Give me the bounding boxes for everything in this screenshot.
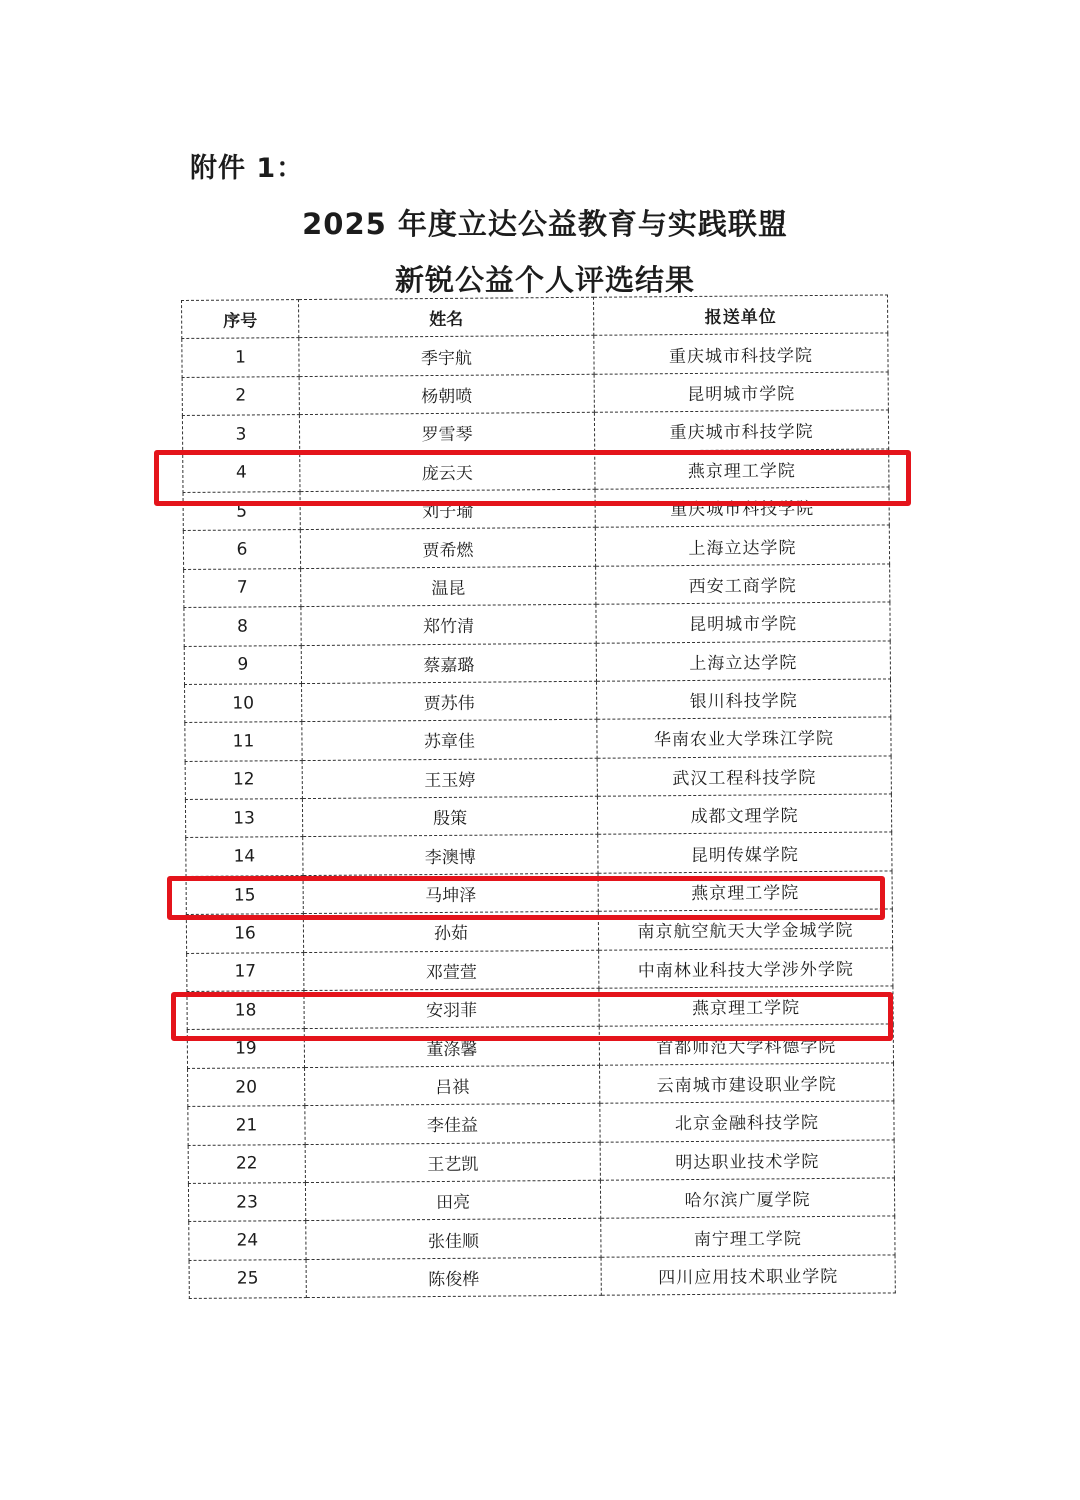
cell-unit: 南宁理工学院: [601, 1216, 895, 1257]
cell-index: 12: [185, 760, 302, 799]
cell-index: 2: [182, 376, 299, 415]
table-row: [183, 525, 889, 569]
table-row: [184, 640, 890, 684]
title-line-1: 2025 年度立达公益教育与实践联盟: [302, 207, 788, 241]
cell-name: 安羽菲: [304, 988, 599, 1029]
cell-name: 贾苏伟: [302, 681, 597, 722]
cell-index: 20: [188, 1067, 305, 1106]
cell-index: 21: [188, 1106, 305, 1145]
cell-index: 10: [185, 683, 302, 722]
cell-index: 18: [187, 991, 304, 1030]
cell-index: 11: [185, 722, 302, 761]
cell-unit: 首都师范大学科德学院: [599, 1024, 893, 1065]
cell-index: 3: [182, 415, 299, 454]
cell-unit: 南京航空航天大学金城学院: [598, 909, 892, 950]
table-row: [187, 948, 893, 992]
table-row: [184, 602, 890, 646]
cell-unit: 中南林业科技大学涉外学院: [599, 948, 893, 989]
table-header-row: [182, 295, 888, 339]
cell-unit: 昆明传媒学院: [598, 832, 892, 873]
cell-name: 贾希燃: [300, 528, 595, 569]
cell-name: 王玉婷: [302, 758, 597, 799]
cell-index: 4: [183, 453, 300, 492]
results-table-wrapper: [181, 294, 896, 1299]
table-row: [182, 333, 888, 377]
cell-index: 8: [184, 607, 301, 646]
cell-name: 邓萱萱: [304, 950, 599, 991]
table-row: [182, 372, 888, 416]
cell-index: 15: [186, 875, 303, 914]
cell-name: 吕祺: [305, 1065, 600, 1106]
highlight-box-row-18: [171, 992, 893, 1041]
cell-index: 13: [185, 799, 302, 838]
table-row: [188, 1140, 894, 1184]
table-row: [184, 564, 890, 608]
table-row: [188, 1178, 894, 1222]
cell-name: 董涤馨: [304, 1027, 599, 1068]
cell-name: 温昆: [301, 566, 596, 607]
cell-name: 李澳博: [303, 835, 598, 876]
cell-index: 17: [187, 952, 304, 991]
table-row: [182, 410, 888, 454]
table-row: [188, 1063, 894, 1107]
header-name: 姓名: [299, 297, 594, 338]
cell-unit: 华南农业大学珠江学院: [597, 717, 891, 758]
cell-unit: 重庆城市科技学院: [595, 487, 889, 528]
cell-index: 25: [189, 1259, 306, 1298]
cell-unit: 重庆城市科技学院: [594, 333, 888, 374]
header-index: 序号: [182, 300, 299, 339]
cell-name: 张佳顺: [306, 1219, 601, 1260]
highlight-box-row-15: [167, 876, 885, 920]
table-row: [186, 832, 892, 876]
cell-index: 16: [186, 914, 303, 953]
cell-name: 罗雪琴: [299, 412, 594, 453]
cell-unit: 昆明城市学院: [594, 372, 888, 413]
table-row: [185, 756, 891, 800]
cell-unit: 燕京理工学院: [598, 871, 892, 912]
cell-unit: 重庆城市科技学院: [594, 410, 888, 451]
cell-unit: 哈尔滨广厦学院: [600, 1178, 894, 1219]
cell-index: 6: [183, 530, 300, 569]
cell-name: 王艺凯: [305, 1142, 600, 1183]
table-row: [188, 1101, 894, 1145]
header-unit: 报送单位: [593, 295, 887, 336]
title-line-2: 新锐公益个人评选结果: [394, 263, 695, 297]
cell-name: 杨朝喷: [299, 374, 594, 415]
results-table: [181, 294, 896, 1299]
cell-index: 14: [186, 837, 303, 876]
cell-unit: 四川应用技术职业学院: [601, 1255, 895, 1296]
cell-unit: 武汉工程科技学院: [597, 756, 891, 797]
cell-index: 5: [183, 492, 300, 531]
cell-index: 9: [184, 645, 301, 684]
cell-unit: 明达职业技术学院: [600, 1140, 894, 1181]
table-row: [185, 679, 891, 723]
cell-unit: 上海立达学院: [595, 525, 889, 566]
cell-index: 22: [188, 1144, 305, 1183]
cell-unit: 燕京理工学院: [599, 986, 893, 1027]
table-row: [189, 1216, 895, 1260]
cell-name: 田亮: [305, 1180, 600, 1221]
cell-unit: 西安工商学院: [596, 564, 890, 605]
cell-name: 蔡嘉璐: [301, 643, 596, 684]
cell-unit: 成都文理学院: [597, 794, 891, 835]
cell-unit: 银川科技学院: [597, 679, 891, 720]
cell-name: 苏章佳: [302, 720, 597, 761]
cell-name: 马坤泽: [303, 873, 598, 914]
cell-unit: 上海立达学院: [596, 640, 890, 681]
cell-name: 殷策: [302, 796, 597, 837]
cell-name: 陈俊桦: [306, 1257, 601, 1298]
cell-name: 季宇航: [299, 336, 594, 377]
cell-unit: 云南城市建设职业学院: [600, 1063, 894, 1104]
cell-unit: 燕京理工学院: [595, 449, 889, 490]
cell-name: 庞云天: [300, 451, 595, 492]
cell-index: 7: [184, 568, 301, 607]
cell-name: 郑竹清: [301, 604, 596, 645]
cell-index: 1: [182, 338, 299, 377]
cell-index: 19: [187, 1029, 304, 1068]
table-row: [185, 717, 891, 761]
cell-name: 李佳益: [305, 1103, 600, 1144]
cell-unit: 北京金融科技学院: [600, 1101, 894, 1142]
attachment-label: 附件 1：: [190, 153, 305, 184]
cell-index: 23: [188, 1183, 305, 1222]
table-row: [189, 1255, 895, 1299]
cell-unit: 昆明城市学院: [596, 602, 890, 643]
cell-name: 刘子瑜: [300, 489, 595, 530]
cell-name: 孙茹: [303, 911, 598, 952]
highlight-box-row-4: [154, 450, 911, 506]
table-row: [185, 794, 891, 838]
cell-index: 24: [189, 1221, 306, 1260]
